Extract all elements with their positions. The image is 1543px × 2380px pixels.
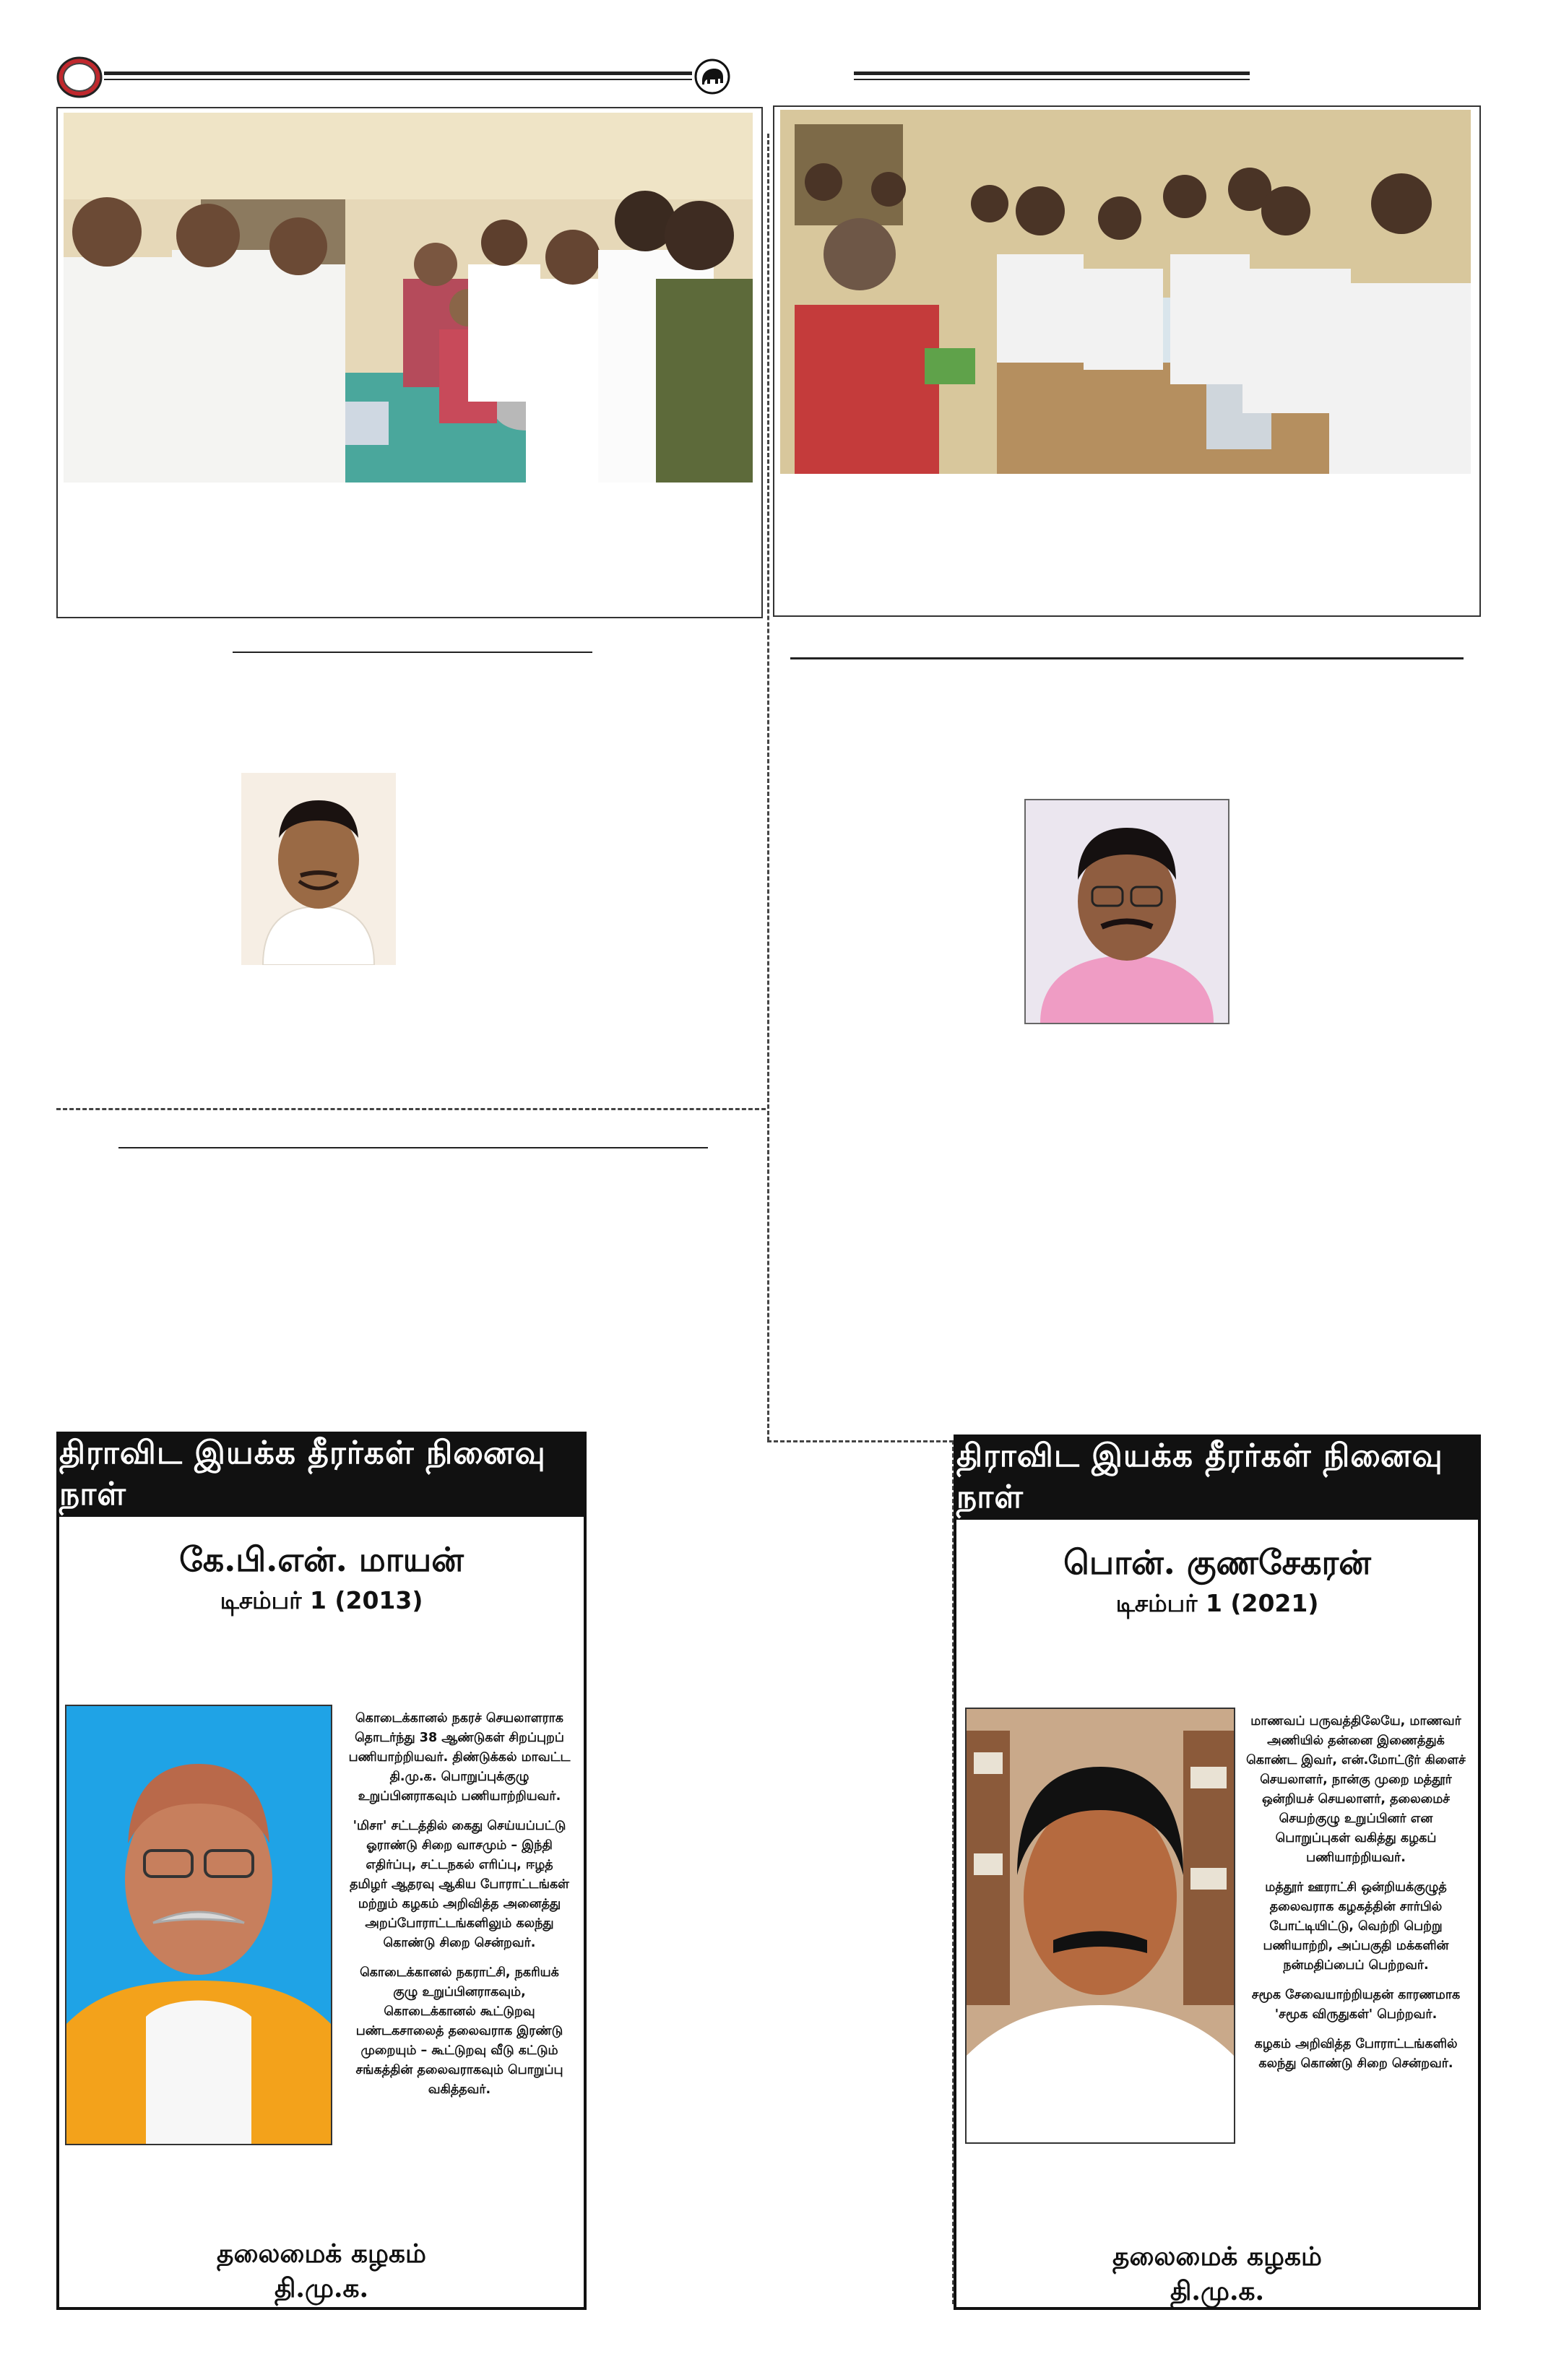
bio-paragraph-1: மாணவப் பருவத்திலேயே, மாணவர் அணியில் தன்னை இணைத்துக் கொண்ட இவர், என்.மோட்டூர் கிளைச் செயலாளர், நான்கு முறை மத்தூர் ஒன்றியச் செயலாளர், தலைமைச் செயற்குழு உறுப்பினர் என பொறுப்புகள் வகித்து கழகப் பணியாற்றியவர். <box>1246 1714 1466 1865</box>
leader-portrait-left <box>241 773 396 965</box>
welfare-distribution-photo <box>780 110 1471 474</box>
bio-text <box>348 1709 571 2110</box>
dashed-divider-lower <box>767 1440 954 1442</box>
card-heading: திராவிட இயக்க தீரர்கள் நினைவு நாள் <box>956 1437 1478 1520</box>
header-rule-left-thin <box>104 79 692 80</box>
header-rule-left <box>104 72 692 75</box>
bio-text <box>1244 1712 1468 2084</box>
red-circle-icon <box>55 55 104 100</box>
bio-paragraph-2: மத்தூர் ஊராட்சி ஒன்றியக்குழுத் தலைவராக கழகத்தின் சார்பில் போட்டியிட்டு, வெற்றி பெற்று பணியாற்றி, அப்பகுதி மக்களின் நன்மதிப்பைப் பெற்றவர். <box>1263 1880 1449 1973</box>
section-rule-lower <box>118 1147 708 1148</box>
header-rule-right <box>854 72 1250 75</box>
card-heading: திராவிட இயக்க தீரர்கள் நினைவு நாள் <box>59 1435 584 1517</box>
bio-paragraph-3: சமூக சேவையாற்றியதன் காரணமாக 'சமூக விருதுகள்' பெற்றவர். <box>1251 1988 1461 2022</box>
memorial-date: டிசம்பர் 1 (2021) <box>1115 1589 1319 1617</box>
bio-paragraph-1: கொடைக்கானல் நகரச் செயலாளராக தொடர்ந்து 38 ஆண்டுகள் சிறப்புறப் பணியாற்றியவர். திண்டுக்கல் மாவட்ட தி.மு.க. பொறுப்புக்குழு உறுப்பினராகவும் பணியாற்றியவர். <box>348 1711 571 1804</box>
person-name: பொன். குணசேகரன் <box>1063 1543 1371 1582</box>
memorial-card-left <box>56 1432 587 2310</box>
person-portrait <box>65 1705 332 2145</box>
signature-line-2: தி.மு.க. <box>274 2273 369 2303</box>
signature-line-2: தி.மு.க. <box>1170 2276 1265 2306</box>
bio-paragraph-4: கழகம் அறிவித்த போராட்டங்களில் கலந்து கொண்டு சிறை சென்றவர். <box>1254 2037 1458 2071</box>
dashed-divider-center <box>767 134 769 1441</box>
memorial-date: டிசம்பர் 1 (2013) <box>220 1586 423 1614</box>
bio-paragraph-3: கொடைக்கானல் நகராட்சி, நகரியக் குழு உறுப்பினராகவும், கொடைக்கானல் கூட்டுறவு பண்டகசாலைத் தலைவராக இரண்டு முறையும் – கூட்டுறவு வீடு கட்டும் சங்கத்தின் தலைவராகவும் பொறுப்பு வகித்தவர். <box>355 1965 563 2097</box>
person-portrait <box>965 1708 1235 2144</box>
signature-line-1: தலைமைக் கழகம் <box>1112 2241 1322 2272</box>
health-camp-photo <box>64 113 753 483</box>
bio-paragraph-2: 'மிசா' சட்டத்தில் கைது செய்யப்பட்டு ஓராண்டு சிறை வாசமும் – இந்தி எதிர்ப்பு, சட்டநகல் எரிப்பு, ஈழத் தமிழர் ஆதரவு ஆகிய போராட்டங்கள் மற்றும் கழகம் அறிவித்த அனைத்து அறப்போராட்டங்களிலும் கலந்து கொண்டு சிறை சென்றவர். <box>350 1819 569 1950</box>
dashed-divider-left <box>56 1108 766 1110</box>
memorial-card-right <box>954 1435 1481 2310</box>
signature-line-1: தலைமைக் கழகம் <box>217 2238 426 2269</box>
elephant-icon <box>693 58 731 95</box>
header-rule-right-thin <box>854 79 1250 80</box>
leader-portrait-right <box>1024 799 1229 1024</box>
section-rule-left <box>233 652 592 653</box>
section-rule-right <box>790 657 1464 659</box>
person-name: கே.பி.என். மாயன் <box>179 1540 464 1579</box>
